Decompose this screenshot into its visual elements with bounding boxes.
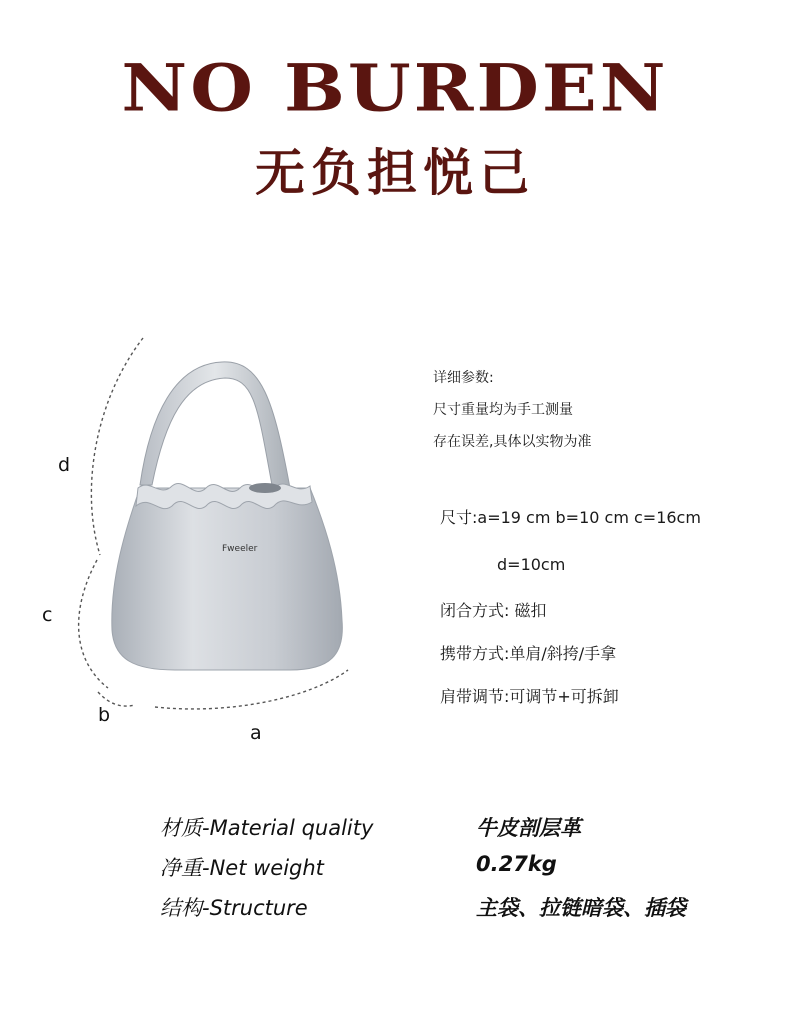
dimension-label-a: a [250, 722, 262, 744]
spec-size-cont: d=10cm [497, 555, 566, 574]
material-value: 牛皮剖层革 [476, 816, 581, 840]
material-label: 材质-Material quality [160, 816, 374, 840]
brand-mark: Fweeler [222, 544, 258, 554]
measurement-notes [433, 362, 591, 458]
structure-value: 主袋、拉链暗袋、插袋 [476, 896, 686, 920]
headline-subtitle: 无负担悦己 [255, 144, 535, 202]
spec-strap: 肩带调节:可调节+可拆卸 [440, 687, 619, 706]
product-figure [0, 320, 400, 760]
dimension-line-a [155, 670, 348, 709]
spec-closure: 闭合方式: 磁扣 [440, 601, 547, 620]
structure-label: 结构-Structure [160, 896, 308, 920]
weight-label: 净重-Net weight [160, 856, 324, 880]
headline-title: NO BURDEN [121, 49, 669, 126]
dimension-line-c [79, 560, 108, 688]
spec-size: 尺寸:a=19 cm b=10 cm c=16cm [440, 508, 701, 527]
bag-strap [140, 362, 290, 488]
structure-row [160, 892, 780, 932]
weight-value: 0.27kg [476, 852, 557, 876]
bag-body [112, 488, 343, 670]
notes-title: 详细参数: [433, 370, 494, 386]
bag-illustration [0, 320, 400, 760]
dimension-label-b: b [98, 704, 111, 726]
spec-carry: 携带方式:单肩/斜挎/手拿 [440, 644, 617, 663]
material-table [160, 812, 780, 932]
dimension-label-c: c [42, 604, 53, 626]
notes-line-1: 尺寸重量均为手工测量 [433, 402, 573, 418]
notes-line-2: 存在误差,具体以实物为准 [433, 434, 592, 450]
dimension-label-d: d [58, 454, 71, 476]
material-row [160, 812, 780, 852]
weight-row [160, 852, 780, 892]
